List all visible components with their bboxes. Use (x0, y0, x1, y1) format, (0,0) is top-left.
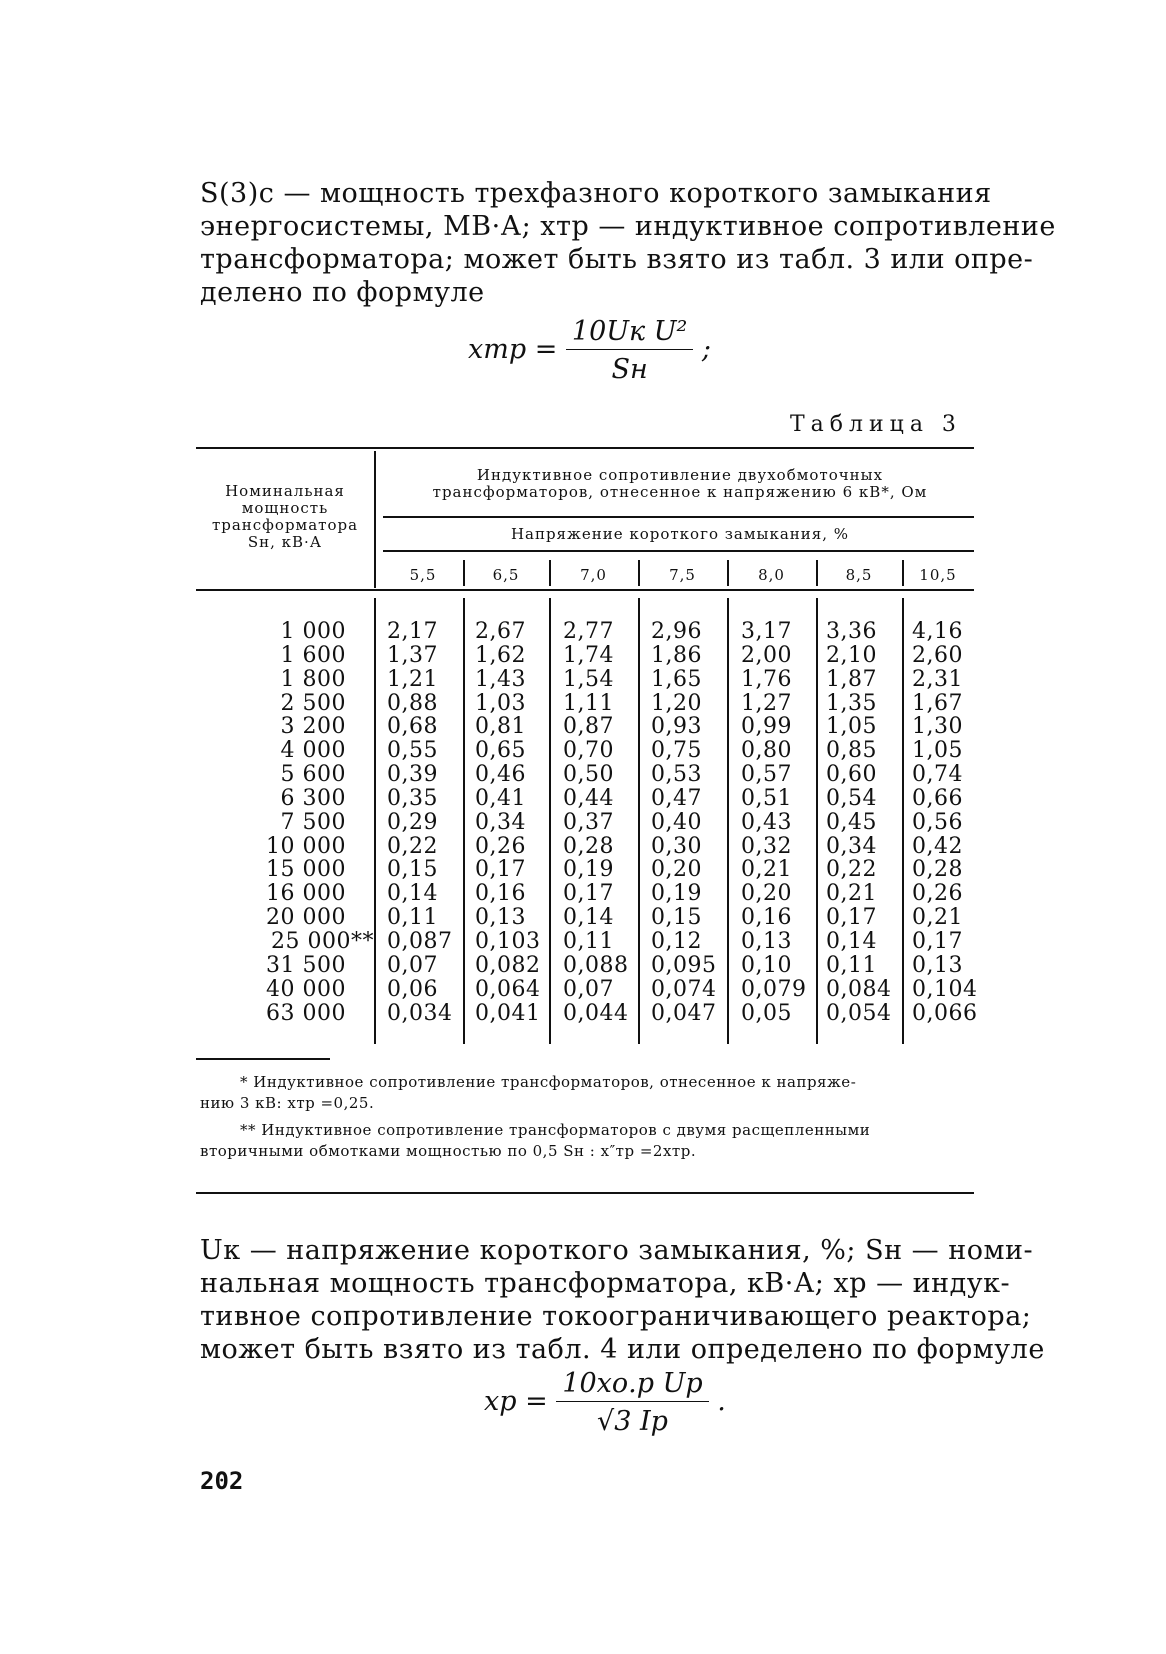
footnote-2-line-b: вторичными обмотками мощностью по 0,5 Sн : x″тр =2xтр. (200, 1142, 697, 1160)
capacity-cell: 63 000 (266, 1000, 346, 1026)
footnote-1-line-a: * Индуктивное сопротивление трансформаторов, отнесенное к напряже- (240, 1073, 857, 1091)
capacity-cell: 15 000 (266, 857, 346, 883)
col-header-7: 10,5 (919, 566, 957, 584)
formula-xtr-denominator: Sн (611, 354, 648, 385)
value-cell: 1,27 (741, 690, 792, 716)
value-cell: 0,12 (651, 928, 702, 954)
value-cell: 0,40 (651, 809, 702, 835)
value-cell: 0,74 (912, 762, 963, 788)
values-column-7-5 (651, 620, 716, 1025)
value-cell: 0,29 (387, 809, 438, 835)
value-cell: 0,60 (826, 762, 877, 788)
value-cell: 0,17 (912, 928, 963, 954)
value-cell: 0,082 (475, 952, 541, 978)
value-cell: 0,07 (387, 952, 438, 978)
value-cell: 0,14 (826, 928, 877, 954)
value-cell: 2,00 (741, 642, 792, 668)
value-cell: 2,17 (387, 619, 438, 644)
value-cell: 0,28 (563, 833, 614, 859)
capacity-cell: 16 000 (266, 881, 346, 907)
outro-line-4: может быть взято из табл. 4 или определено по формуле (200, 1334, 1045, 1365)
value-cell: 0,15 (387, 857, 438, 883)
capacity-column (196, 619, 374, 1026)
formula-xtr-lhs: xтр = (468, 334, 558, 365)
value-cell: 0,65 (475, 738, 526, 764)
value-cell: 0,064 (475, 976, 541, 1002)
value-cell: 0,074 (651, 976, 717, 1002)
col-divider-b1 (463, 598, 465, 1044)
value-cell: 0,20 (651, 857, 702, 883)
value-cell: 0,16 (475, 881, 526, 907)
col-header-1: 5,5 (409, 566, 437, 584)
value-cell: 2,77 (563, 619, 614, 644)
value-cell: 0,088 (563, 952, 629, 978)
value-cell: 2,96 (651, 619, 702, 644)
value-cell: 1,86 (651, 642, 702, 668)
col-divider-h2 (549, 560, 551, 586)
value-cell: 0,47 (651, 785, 702, 811)
value-cell: 0,85 (826, 738, 877, 764)
capacity-cell: 1 600 (280, 642, 346, 668)
col-header-2: 6,5 (492, 566, 520, 584)
value-cell: 0,087 (387, 928, 453, 954)
value-cell: 0,22 (826, 857, 877, 883)
value-cell: 0,21 (741, 857, 792, 883)
value-cell: 0,13 (741, 928, 792, 954)
value-cell: 0,13 (912, 952, 963, 978)
footnote-1-line-b: нию 3 кВ: xтр =0,25. (200, 1094, 375, 1112)
value-cell: 1,87 (826, 666, 877, 692)
stub-header: Номинальная мощность трансформатора Sн, кВ·А (211, 482, 359, 551)
capacity-cell: 5 600 (280, 762, 346, 788)
value-cell: 0,084 (826, 976, 892, 1002)
formula-xtr-fraction (566, 316, 693, 385)
col-divider-h6 (902, 560, 904, 586)
value-cell: 0,55 (387, 738, 438, 764)
value-cell: 2,10 (826, 642, 877, 668)
value-cell: 0,28 (912, 857, 963, 883)
values-column-6-5 (475, 620, 540, 1025)
value-cell: 0,17 (563, 881, 614, 907)
value-cell: 0,42 (912, 833, 963, 859)
value-cell: 1,05 (912, 738, 963, 764)
intro-line-3: трансформатора; может быть взято из табл. 3 или опре- (200, 244, 1034, 275)
value-cell: 0,99 (741, 714, 792, 740)
value-cell: 1,35 (826, 690, 877, 716)
value-cell: 1,65 (651, 666, 702, 692)
capacity-cell: 31 500 (266, 952, 346, 978)
value-cell: 0,22 (387, 833, 438, 859)
value-cell: 1,20 (651, 690, 702, 716)
value-cell: 0,13 (475, 905, 526, 931)
sub-header-rule (383, 550, 974, 552)
stub-divider-body (374, 598, 376, 1044)
col-divider-b2 (549, 598, 551, 1044)
value-cell: 0,14 (387, 881, 438, 907)
formula-xp-tail: . (717, 1386, 726, 1417)
value-cell: 1,11 (563, 690, 614, 716)
value-cell: 2,60 (912, 642, 963, 668)
value-cell: 3,36 (826, 619, 877, 644)
value-cell: 0,44 (563, 785, 614, 811)
col-header-6: 8,5 (845, 566, 873, 584)
value-cell: 1,76 (741, 666, 792, 692)
outro-line-1: Uк — напряжение короткого замыкания, %; Sн — номи- (200, 1235, 1034, 1266)
capacity-cell: 7 500 (280, 809, 346, 835)
value-cell: 0,10 (741, 952, 792, 978)
value-cell: 0,054 (826, 1000, 892, 1026)
value-cell: 0,19 (563, 857, 614, 883)
sub-header: Напряжение короткого замыкания, % (510, 525, 850, 543)
value-cell: 1,67 (912, 690, 963, 716)
outro-line-3: тивное сопротивление токоограничивающего реактора; (200, 1301, 1032, 1332)
value-cell: 1,62 (475, 642, 526, 668)
value-cell: 0,104 (912, 976, 978, 1002)
value-cell: 1,05 (826, 714, 877, 740)
col-divider-b4 (727, 598, 729, 1044)
value-cell: 0,41 (475, 785, 526, 811)
value-cell: 0,70 (563, 738, 614, 764)
capacity-cell: 40 000 (266, 976, 346, 1002)
group-header: Индуктивное сопротивление двухобмоточных трансформаторов, отнесенное к напряжению 6 кВ*, Ом (432, 466, 928, 501)
col-header-5: 8,0 (758, 566, 785, 584)
col-divider-h5 (816, 560, 818, 586)
formula-xtr-tail: ; (701, 334, 712, 365)
value-cell: 0,103 (475, 928, 541, 954)
value-cell: 0,047 (651, 1000, 717, 1026)
col-header-4: 7,5 (669, 566, 696, 584)
value-cell: 0,11 (826, 952, 877, 978)
table-top-rule (196, 447, 974, 449)
value-cell: 1,03 (475, 690, 526, 716)
formula-xp-denominator: √3 Iр (597, 1406, 668, 1437)
value-cell: 1,43 (475, 666, 526, 692)
outro-paragraph (200, 1234, 1045, 1366)
value-cell: 0,87 (563, 714, 614, 740)
header-bottom-rule (196, 589, 974, 591)
value-cell: 0,34 (475, 809, 526, 835)
value-cell: 0,16 (741, 905, 792, 931)
value-cell: 0,37 (563, 809, 614, 835)
col-divider-h4 (727, 560, 729, 586)
value-cell: 0,041 (475, 1000, 541, 1026)
table-bottom-rule (196, 1192, 974, 1194)
value-cell: 0,19 (651, 881, 702, 907)
value-cell: 1,21 (387, 666, 438, 692)
formula-xp-lhs: xр = (484, 1386, 548, 1417)
value-cell: 0,044 (563, 1000, 629, 1026)
formula-xp-numerator: 10xо.р Uр (556, 1368, 708, 1402)
value-cell: 0,20 (741, 881, 792, 907)
value-cell: 0,05 (741, 1000, 792, 1026)
col-divider-b6 (902, 598, 904, 1044)
value-cell: 0,54 (826, 785, 877, 811)
value-cell: 0,68 (387, 714, 438, 740)
values-column-10-5 (912, 620, 977, 1025)
col-divider-h1 (463, 560, 465, 586)
value-cell: 0,80 (741, 738, 792, 764)
value-cell: 0,21 (912, 905, 963, 931)
value-cell: 1,74 (563, 642, 614, 668)
value-cell: 0,095 (651, 952, 717, 978)
value-cell: 0,34 (826, 833, 877, 859)
value-cell: 0,17 (475, 857, 526, 883)
col-divider-b5 (816, 598, 818, 1044)
capacity-cell: 6 300 (280, 785, 346, 811)
value-cell: 2,67 (475, 619, 526, 644)
capacity-cell: 10 000 (266, 833, 346, 859)
capacity-cell: 3 200 (280, 714, 346, 740)
col-header-3: 7,0 (580, 566, 607, 584)
stub-divider-header (374, 451, 376, 588)
value-cell: 0,21 (826, 881, 877, 907)
value-cell: 0,066 (912, 1000, 978, 1026)
value-cell: 0,75 (651, 738, 702, 764)
value-cell: 0,35 (387, 785, 438, 811)
value-cell: 0,30 (651, 833, 702, 859)
value-cell: 0,26 (912, 881, 963, 907)
value-cell: 0,26 (475, 833, 526, 859)
values-column-5-5 (387, 620, 452, 1025)
value-cell: 3,17 (741, 619, 792, 644)
intro-line-4: делено по формуле (200, 277, 485, 308)
value-cell: 0,11 (387, 905, 438, 931)
formula-xtr-numerator: 10Uк U² (566, 316, 693, 350)
value-cell: 0,66 (912, 785, 963, 811)
value-cell: 0,81 (475, 714, 526, 740)
capacity-cell: 1 800 (280, 666, 346, 692)
value-cell: 0,43 (741, 809, 792, 835)
value-cell: 0,57 (741, 762, 792, 788)
value-cell: 0,07 (563, 976, 614, 1002)
footnote-rule (196, 1058, 330, 1060)
capacity-cell: 2 500 (280, 690, 346, 716)
table-title: Таблица 3 (790, 412, 962, 437)
value-cell: 4,16 (912, 619, 963, 644)
value-cell: 0,32 (741, 833, 792, 859)
value-cell: 0,11 (563, 928, 614, 954)
value-cell: 0,46 (475, 762, 526, 788)
formula-xp (484, 1368, 726, 1437)
value-cell: 0,39 (387, 762, 438, 788)
value-cell: 0,53 (651, 762, 702, 788)
col-divider-b3 (638, 598, 640, 1044)
col-divider-h3 (638, 560, 640, 586)
values-column-8-5 (826, 620, 891, 1025)
intro-line-2: энергосистемы, МВ·А; xтр — индуктивное сопротивление (200, 211, 1056, 242)
value-cell: 2,31 (912, 666, 963, 692)
capacity-cell: 25 000** (271, 928, 374, 954)
capacity-cell: 4 000 (280, 738, 346, 764)
formula-xtr (468, 316, 711, 385)
value-cell: 0,079 (741, 976, 807, 1002)
value-cell: 0,14 (563, 905, 614, 931)
value-cell: 0,45 (826, 809, 877, 835)
values-column-7-0 (563, 620, 628, 1025)
value-cell: 1,54 (563, 666, 614, 692)
page-number: 202 (200, 1467, 244, 1495)
value-cell: 1,30 (912, 714, 963, 740)
value-cell: 0,56 (912, 809, 963, 835)
value-cell: 0,88 (387, 690, 438, 716)
capacity-cell: 1 000 (280, 619, 346, 644)
values-column-8-0 (741, 620, 806, 1025)
outro-line-2: нальная мощность трансформатора, кВ·А; xр — индук- (200, 1268, 1011, 1299)
footnotes (200, 1072, 975, 1162)
value-cell: 0,17 (826, 905, 877, 931)
group-header-rule (383, 516, 974, 518)
value-cell: 0,51 (741, 785, 792, 811)
formula-xp-fraction (556, 1368, 708, 1437)
footnote-2-line-a: ** Индуктивное сопротивление трансформаторов с двумя расщепленными (240, 1121, 871, 1139)
value-cell: 1,37 (387, 642, 438, 668)
capacity-cell: 20 000 (266, 905, 346, 931)
value-cell: 0,50 (563, 762, 614, 788)
intro-paragraph (200, 177, 1056, 309)
value-cell: 0,93 (651, 714, 702, 740)
value-cell: 0,15 (651, 905, 702, 931)
intro-line-1: S(3)с — мощность трехфазного короткого замыкания (200, 178, 992, 209)
value-cell: 0,034 (387, 1000, 453, 1026)
value-cell: 0,06 (387, 976, 438, 1002)
